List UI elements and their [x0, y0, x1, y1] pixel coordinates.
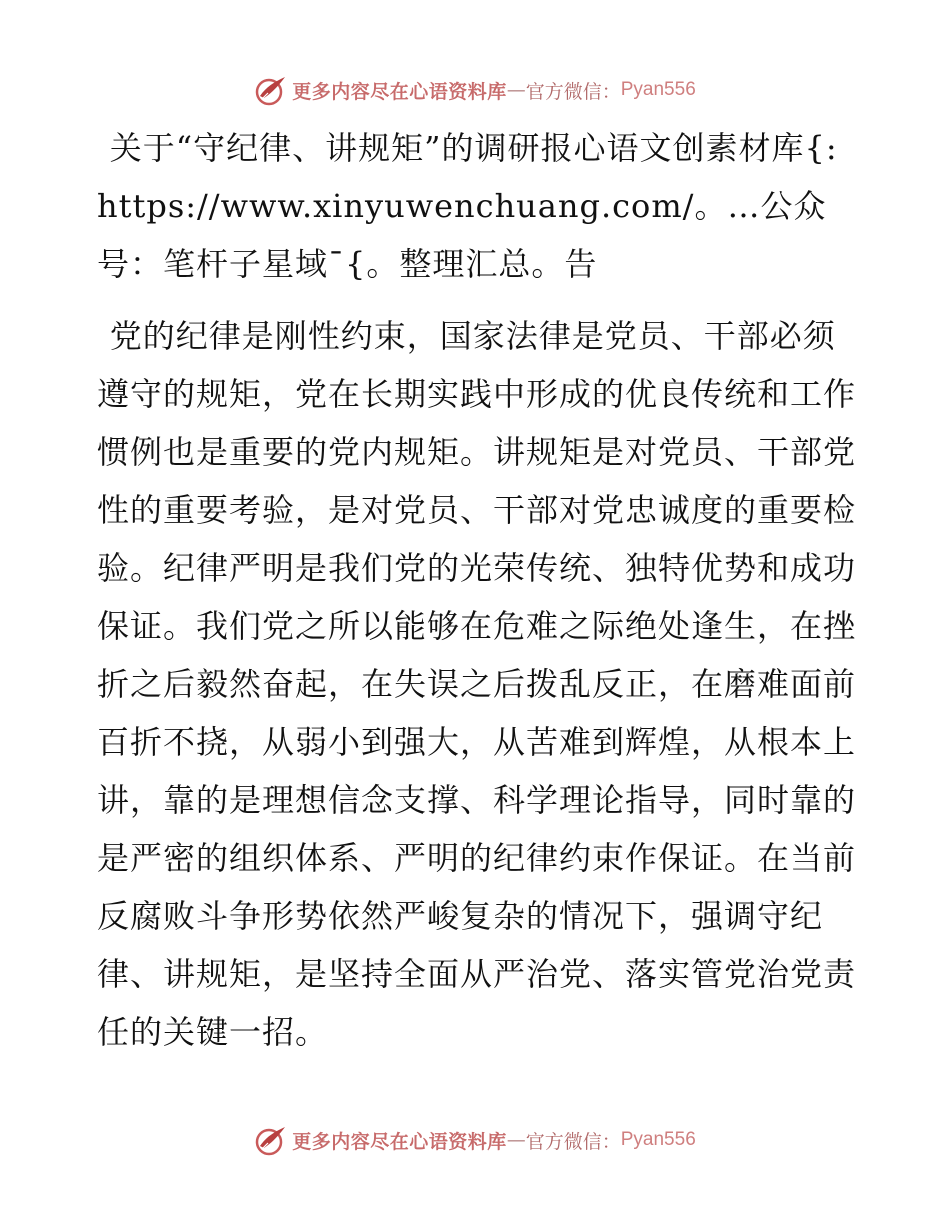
header-separator: — [506, 79, 526, 101]
header-brand-text: 更多内容尽在心语资料库 [292, 80, 507, 103]
footer-wechat-handle: Pyan556 [620, 1129, 696, 1150]
body-paragraph: 党的纪律是刚性约束，国家法律是党员、干部必须遵守的规矩，党在长期实践中形成的优良传统和工作惯例也是重要的党内规矩。讲规矩是对党员、干部党性的重要考验，是对党员、干部对党忠诚度的重要检验。纪律严明是我们党的光荣传统、独特优势和成功保证。我们党之所以能够在危难之际绝处逢生，在挫折之后毅然奋起，在失误之后拨乱反正，在磨难面前百折不挠，从弱小到强大，从苦难到辉煌，从根本上讲，靠的是理想信念支撑、科学理论指导，同时靠的是严密的组织体系、严明的纪律约束作保证。在当前反腐败斗争形势依然严峻复杂的情况下，强调守纪律、讲规矩，是坚持全面从严治党、落实管党治党责任的关键一招。 [97, 317, 857, 1051]
footer-brand-text: 更多内容尽在心语资料库 [292, 1130, 507, 1153]
footer-separator: — [506, 1129, 526, 1151]
footer-banner [0, 1122, 950, 1158]
document-body [97, 307, 857, 1063]
header-wechat-label: 官方微信： [525, 80, 621, 103]
header-wechat-handle: Pyan556 [620, 79, 696, 100]
quill-logo-icon [254, 73, 288, 107]
quill-logo-icon [254, 1123, 288, 1157]
document-title [97, 119, 857, 293]
header-banner [0, 72, 950, 108]
title-text: 关于“守纪律、讲规矩”的调研报心语文创素材库{: https://www.xinyuwenchuang.com/。…公众号：笔杆子星域¯{。整理汇总。告 [97, 129, 838, 283]
footer-wechat-label: 官方微信： [525, 1130, 621, 1153]
